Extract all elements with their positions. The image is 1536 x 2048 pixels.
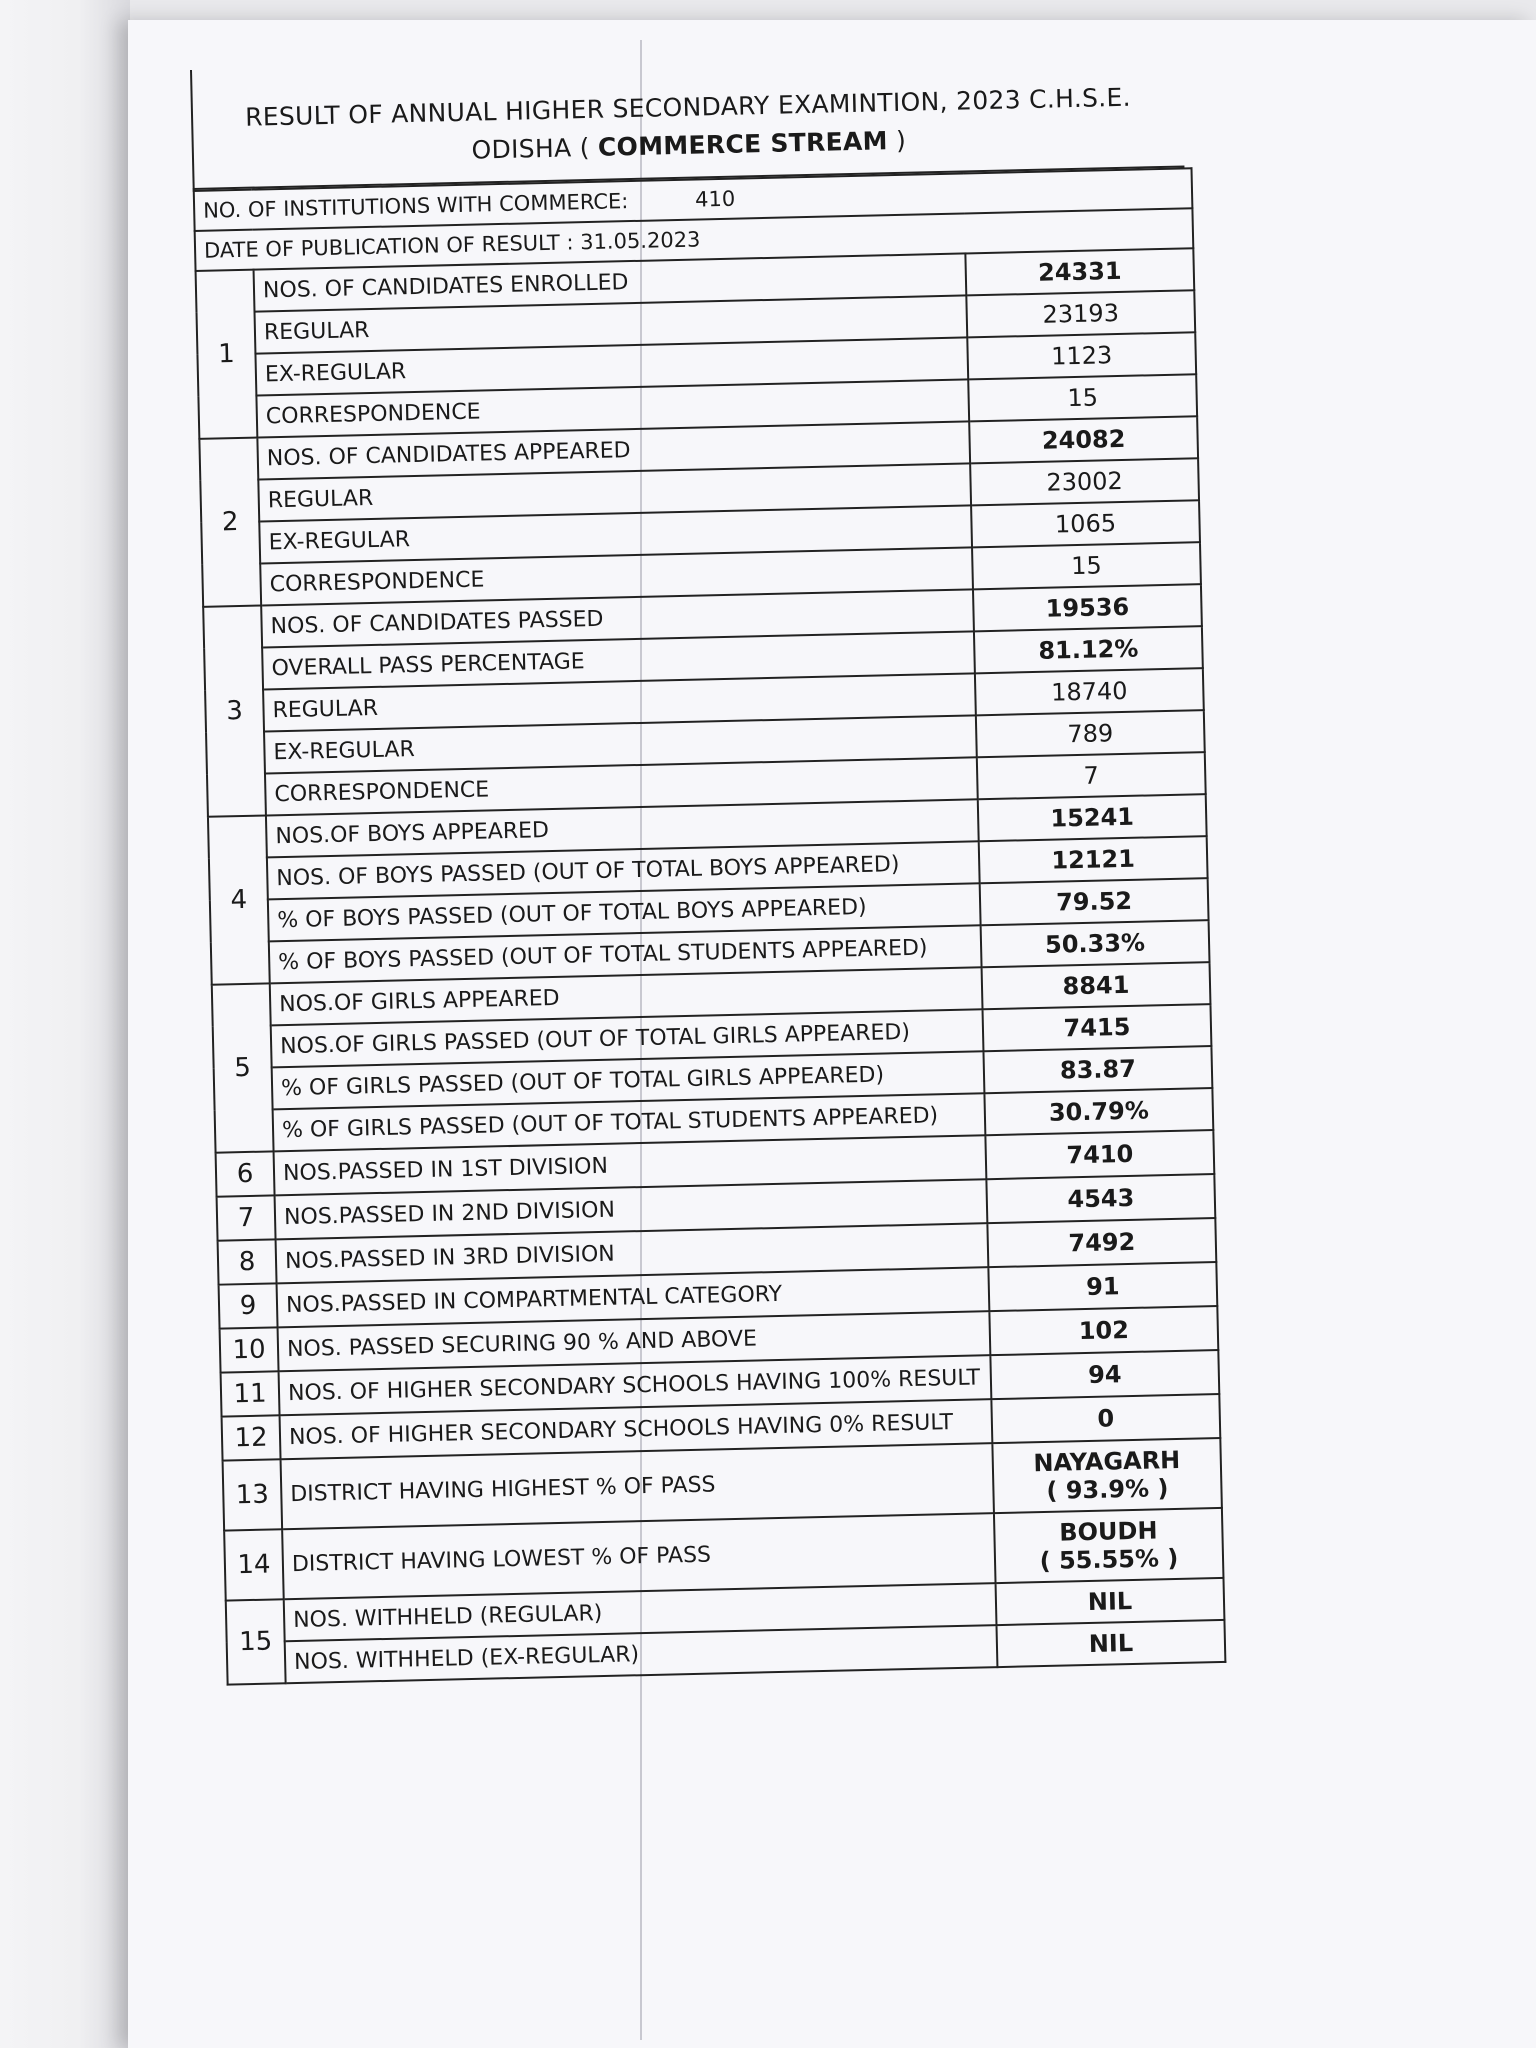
row-value: 7415: [983, 1004, 1212, 1051]
row-value: 7: [977, 752, 1206, 799]
result-table: [193, 167, 1227, 1685]
title-prefix: ODISHA (: [471, 132, 599, 165]
row-number: 9: [219, 1283, 278, 1328]
institutions-value: 410: [694, 186, 736, 212]
row-value: 0: [991, 1394, 1220, 1443]
row-number: 5: [212, 983, 274, 1152]
row-value: 50.33%: [981, 920, 1210, 967]
row-value: 24082: [969, 416, 1198, 463]
row-value: 81.12%: [974, 626, 1203, 673]
row-label: REGULAR: [258, 463, 971, 521]
row-label: CORRESPONDENCE: [265, 757, 978, 815]
row-label: NOS.PASSED IN 1ST DIVISION: [274, 1135, 987, 1195]
row-label: % OF GIRLS PASSED (OUT OF TOTAL GIRLS APPEARED): [272, 1051, 985, 1109]
row-label: NOS.PASSED IN 2ND DIVISION: [275, 1179, 988, 1239]
row-value: 7492: [987, 1218, 1216, 1267]
row-label: OVERALL PASS PERCENTAGE: [262, 631, 975, 689]
row-label: DISTRICT HAVING LOWEST % OF PASS: [282, 1513, 995, 1599]
row-label: NOS. WITHHELD (EX-REGULAR): [285, 1625, 998, 1683]
row-label: NOS.PASSED IN COMPARTMENTAL CATEGORY: [277, 1267, 990, 1327]
title-suffix: ): [887, 125, 907, 156]
result-document: [190, 44, 1356, 1685]
background-pages: [0, 0, 130, 2048]
row-number: 1: [196, 270, 258, 439]
row-label: EX-REGULAR: [259, 505, 972, 563]
row-label: CORRESPONDENCE: [260, 547, 973, 605]
row-label: NOS. OF HIGHER SECONDARY SCHOOLS HAVING 0% RESULT: [280, 1399, 993, 1459]
row-value: 30.79%: [984, 1088, 1213, 1135]
row-number: 13: [223, 1459, 283, 1530]
row-value: 18740: [975, 668, 1204, 715]
row-label: NOS. OF CANDIDATES APPEARED: [257, 421, 970, 479]
row-label: NOS. PASSED SECURING 90 % AND ABOVE: [278, 1311, 991, 1371]
row-value: 91: [988, 1262, 1217, 1311]
district-low-name: BOUDH: [1058, 1516, 1158, 1547]
row-label: NOS.OF GIRLS APPEARED: [270, 967, 983, 1025]
row-label: NOS.OF BOYS APPEARED: [266, 799, 979, 857]
row-value: 1065: [971, 500, 1200, 547]
row-value: 94: [990, 1350, 1219, 1399]
row-value: NIL: [996, 1578, 1225, 1625]
row-label: NOS. OF CANDIDATES PASSED: [261, 589, 974, 647]
district-high-percent: ( 93.9% ): [1046, 1474, 1169, 1505]
row-label: NOS. OF BOYS PASSED (OUT OF TOTAL BOYS APPEARED): [267, 841, 980, 899]
row-value: [992, 1438, 1222, 1513]
row-value: 789: [976, 710, 1205, 757]
district-high-name: NAYAGARH: [1033, 1445, 1181, 1478]
row-label: NOS.PASSED IN 3RD DIVISION: [276, 1223, 989, 1283]
row-label: NOS.OF GIRLS PASSED (OUT OF TOTAL GIRLS APPEARED): [271, 1009, 984, 1067]
row-number: 12: [222, 1415, 281, 1460]
row-value: 15: [972, 542, 1201, 589]
row-value: 83.87: [983, 1046, 1212, 1093]
row-label: REGULAR: [254, 295, 967, 353]
row-number: 14: [224, 1529, 284, 1600]
row-number: 10: [220, 1327, 279, 1372]
row-value: 15: [968, 374, 1197, 421]
row-label: NOS. OF HIGHER SECONDARY SCHOOLS HAVING 100% RESULT: [279, 1355, 992, 1415]
row-value: NIL: [996, 1620, 1225, 1667]
row-value: 23002: [970, 458, 1199, 505]
row-label: % OF BOYS PASSED (OUT OF TOTAL BOYS APPEARED): [268, 883, 981, 941]
row-number: 11: [221, 1371, 280, 1416]
row-value: 15241: [978, 794, 1207, 841]
row-value: 79.52: [980, 878, 1209, 925]
row-number: 15: [226, 1599, 286, 1684]
row-label: DISTRICT HAVING HIGHEST % OF PASS: [281, 1443, 994, 1529]
row-label: % OF GIRLS PASSED (OUT OF TOTAL STUDENTS APPEARED): [273, 1093, 986, 1151]
row-label: REGULAR: [263, 673, 976, 731]
row-value: [994, 1508, 1224, 1583]
document-title: [190, 47, 1184, 189]
row-number: 4: [208, 815, 270, 984]
row-number: 2: [199, 438, 261, 607]
row-value: 8841: [982, 962, 1211, 1009]
publication-cell: DATE OF PUBLICATION OF RESULT : 31.05.2023: [195, 208, 1194, 271]
row-value: 19536: [973, 584, 1202, 631]
row-label: CORRESPONDENCE: [256, 379, 969, 437]
title-line-1: RESULT OF ANNUAL HIGHER SECONDARY EXAMINTION, 2023 C.H.S.E.: [244, 82, 1132, 132]
row-label: EX-REGULAR: [255, 337, 968, 395]
district-low-percent: ( 55.55% ): [1039, 1543, 1179, 1576]
row-value: 7410: [985, 1130, 1214, 1179]
row-label: % OF BOYS PASSED (OUT OF TOTAL STUDENTS APPEARED): [269, 925, 982, 983]
row-value: 4543: [986, 1174, 1215, 1223]
row-value: 102: [989, 1306, 1218, 1355]
title-stream: COMMERCE STREAM: [597, 126, 889, 162]
row-number: 3: [203, 606, 266, 817]
row-label: EX-REGULAR: [264, 715, 977, 773]
row-label: NOS. OF CANDIDATES ENROLLED: [254, 253, 967, 311]
row-value: 1123: [967, 332, 1196, 379]
row-value: 24331: [965, 248, 1194, 295]
row-value: 23193: [966, 290, 1195, 337]
row-number: 6: [216, 1151, 275, 1196]
row-label: NOS. WITHHELD (REGULAR): [284, 1583, 997, 1641]
row-number: 8: [218, 1239, 277, 1284]
row-value: 12121: [979, 836, 1208, 883]
institutions-label: NO. OF INSTITUTIONS WITH COMMERCE:: [202, 189, 629, 223]
row-number: 7: [217, 1195, 276, 1240]
